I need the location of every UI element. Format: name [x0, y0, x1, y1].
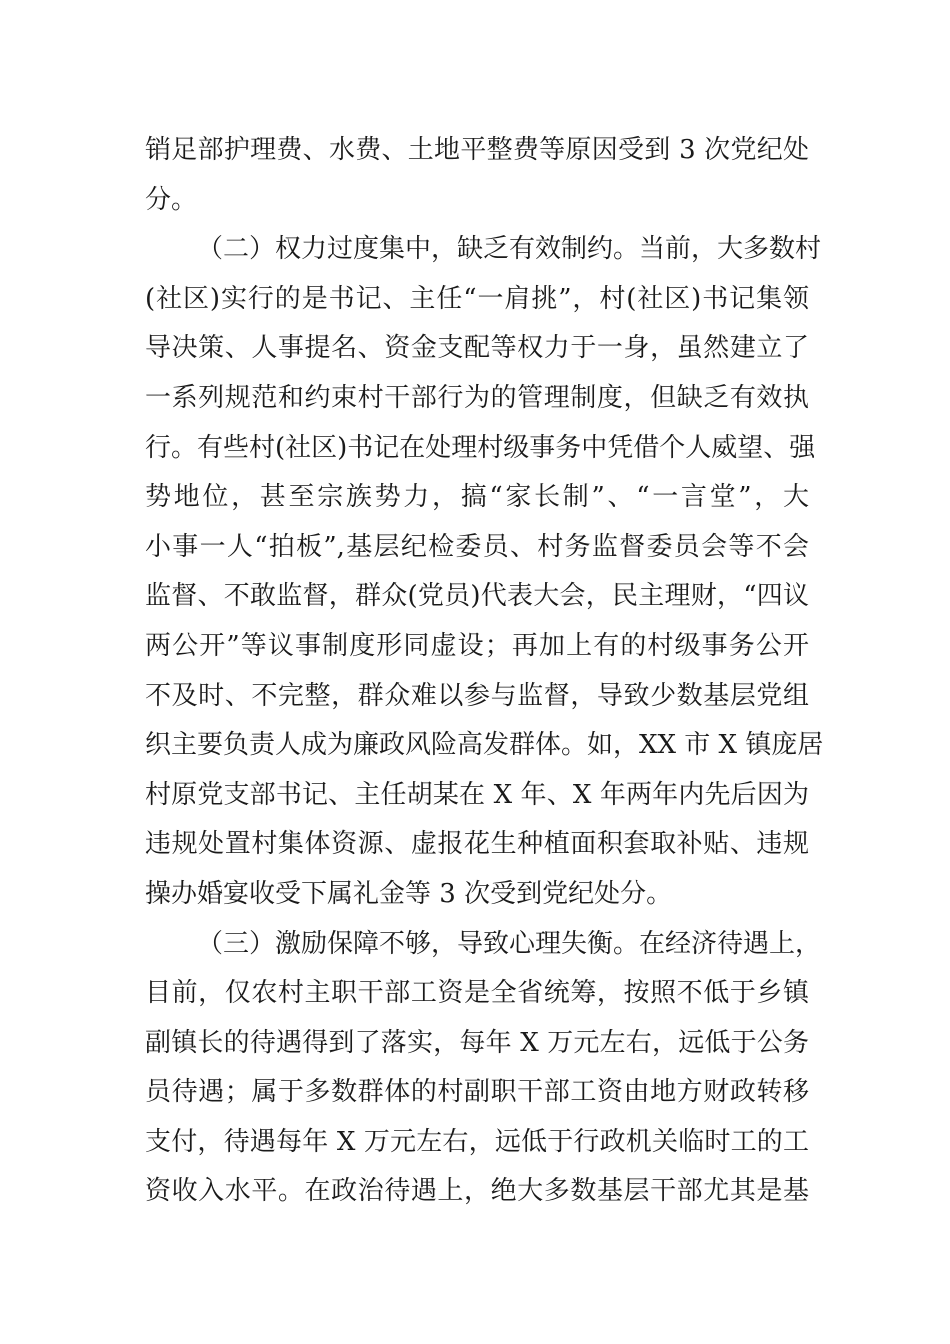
- text-line: 势地位，甚至宗族势力，搞“家长制”、“一言堂”，大: [145, 482, 809, 513]
- text-line: 副镇长的待遇得到了落实，每年 X 万元左右，远低于公务: [145, 1027, 809, 1058]
- text-line: (社区)实行的是书记、主任“一肩挑”，村(社区)书记集领: [145, 283, 809, 314]
- text-line: 销足部护理费、水费、土地平整费等原因受到 3 次党纪处: [145, 135, 809, 165]
- text-line: 分。: [145, 184, 198, 215]
- text-line: 两公开”等议事制度形同虚设；再加上有的村级事务公开: [145, 630, 809, 661]
- body-text: [145, 126, 824, 1217]
- text-line: 小事一人“拍板”,基层纪检委员、村务监督委员会等不会: [145, 531, 809, 562]
- text-line: 不及时、不完整，群众难以参与监督，导致少数基层党组: [145, 680, 809, 711]
- text-line: 导决策、人事提名、资金支配等权力于一身，虽然建立了: [145, 333, 809, 364]
- text-line: 行。有些村(社区)书记在处理村级事务中凭借个人威望、强: [145, 432, 816, 463]
- text-line: 监督、不敢监督，群众(党员)代表大会，民主理财，“四议: [145, 581, 809, 612]
- text-line: 违规处置村集体资源、虚报花生种植面积套取补贴、违规: [145, 829, 809, 860]
- text-line: 支付，待遇每年 X 万元左右，远低于行政机关临时工的工: [145, 1126, 809, 1157]
- text-line: （二）权力过度集中，缺乏有效制约。当前，大多数村: [197, 234, 822, 265]
- text-line: 操办婚宴收受下属礼金等 3 次受到党纪处分。: [145, 878, 673, 909]
- text-line: 资收入水平。在政治待遇上，绝大多数基层干部尤其是基: [145, 1176, 809, 1207]
- text-line: 一系列规范和约束村干部行为的管理制度，但缺乏有效执: [145, 382, 809, 413]
- text-line: 目前，仅农村主职干部工资是全省统筹，按照不低于乡镇: [145, 978, 809, 1009]
- text-line: 织主要负责人成为廉政风险高发群体。如，XX 市 X 镇庞居: [145, 730, 824, 761]
- text-line: 村原党支部书记、主任胡某在 X 年、X 年两年内先后因为: [145, 779, 809, 810]
- text-line: 员待遇；属于多数群体的村副职干部工资由地方财政转移: [145, 1077, 809, 1108]
- text-line: （三）激励保障不够，导致心理失衡。在经济待遇上，: [197, 928, 822, 959]
